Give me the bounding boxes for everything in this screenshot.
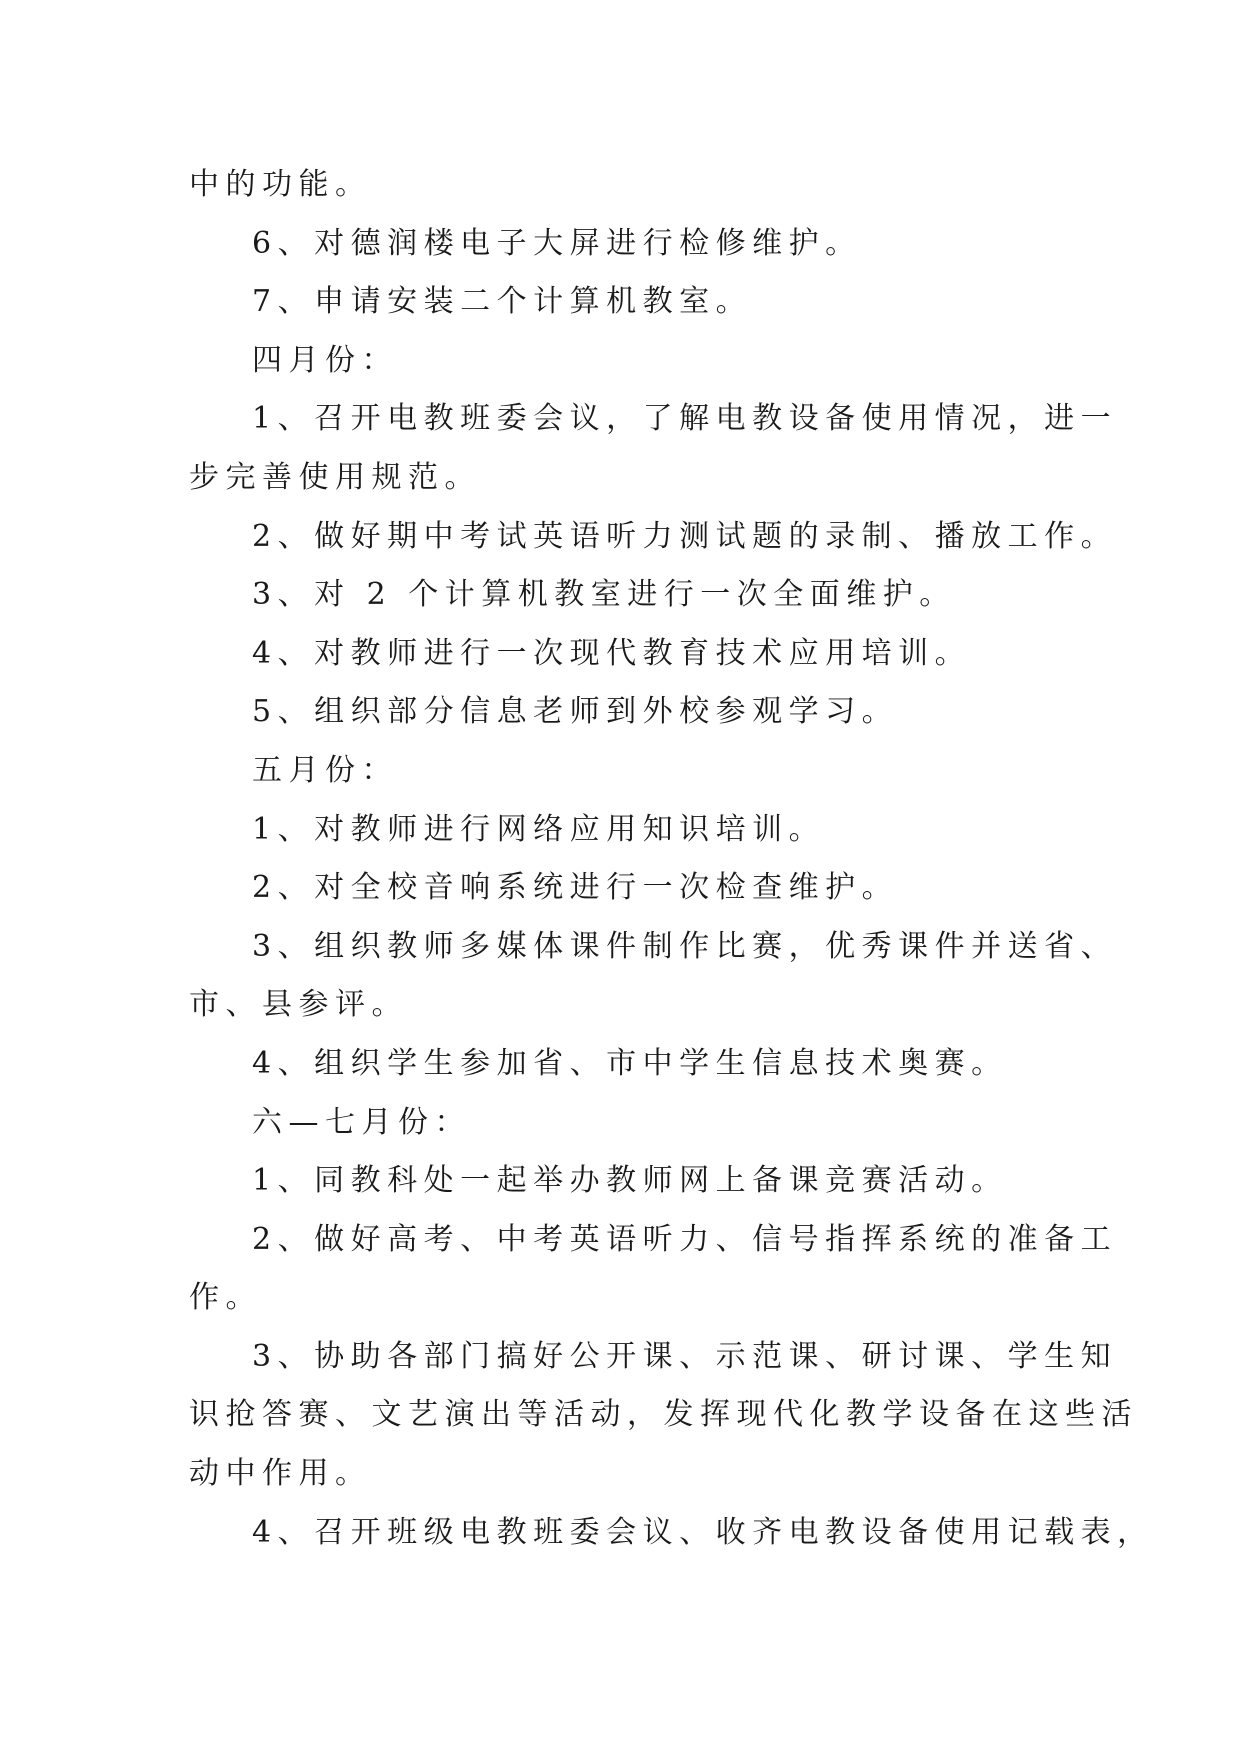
- paragraph-line: 6、对德润楼电子大屏进行检修维护。: [252, 225, 862, 261]
- paragraph-line: 2、做好高考、中考英语听力、信号指挥系统的准备工: [252, 1221, 1118, 1257]
- paragraph-line: 1、对教师进行网络应用知识培训。: [252, 811, 826, 847]
- paragraph-line: 识抢答赛、文艺演出等活动，发挥现代化教学设备在这些活: [189, 1397, 1138, 1433]
- paragraph-line: 2、对全校音响系统进行一次检查维护。: [252, 870, 899, 906]
- paragraph-line: 中的功能。: [189, 167, 372, 202]
- paragraph-line: 3、组织教师多媒体课件制作比赛，优秀课件并送省、: [252, 928, 1118, 964]
- paragraph-line: 1、召开电教班委会议，了解电教设备使用情况，进一: [252, 401, 1118, 437]
- paragraph-line: 作。: [189, 1280, 262, 1316]
- paragraph-line: 3、对 2 个计算机教室进行一次全面维护。: [252, 577, 956, 613]
- paragraph-line: 4、组织学生参加省、市中学生信息技术奥赛。: [252, 1045, 1008, 1081]
- paragraph-line: 4、召开班级电教班委会议、收齐电教设备使用记载表，: [252, 1514, 1154, 1550]
- paragraph-line: 步完善使用规范。: [189, 459, 481, 495]
- section-heading: 四月份：: [252, 342, 398, 378]
- section-heading: 六—七月份：: [252, 1104, 471, 1140]
- paragraph-line: 市、县参评。: [189, 987, 408, 1023]
- paragraph-line: 7、申请安装二个计算机教室。: [252, 284, 753, 320]
- paragraph-line: 2、做好期中考试英语听力测试题的录制、播放工作。: [252, 518, 1118, 554]
- paragraph-line: 1、同教科处一起举办教师网上备课竞赛活动。: [252, 1163, 1008, 1199]
- paragraph-line: 4、对教师进行一次现代教育技术应用培训。: [252, 635, 972, 671]
- paragraph-line: 动中作用。: [189, 1456, 372, 1492]
- document-body: [189, 156, 1154, 1562]
- paragraph-line: 3、协助各部门搞好公开课、示范课、研讨课、学生知: [252, 1338, 1118, 1374]
- paragraph-line: 5、组织部分信息老师到外校参观学习。: [252, 694, 899, 730]
- section-heading: 五月份：: [252, 752, 398, 788]
